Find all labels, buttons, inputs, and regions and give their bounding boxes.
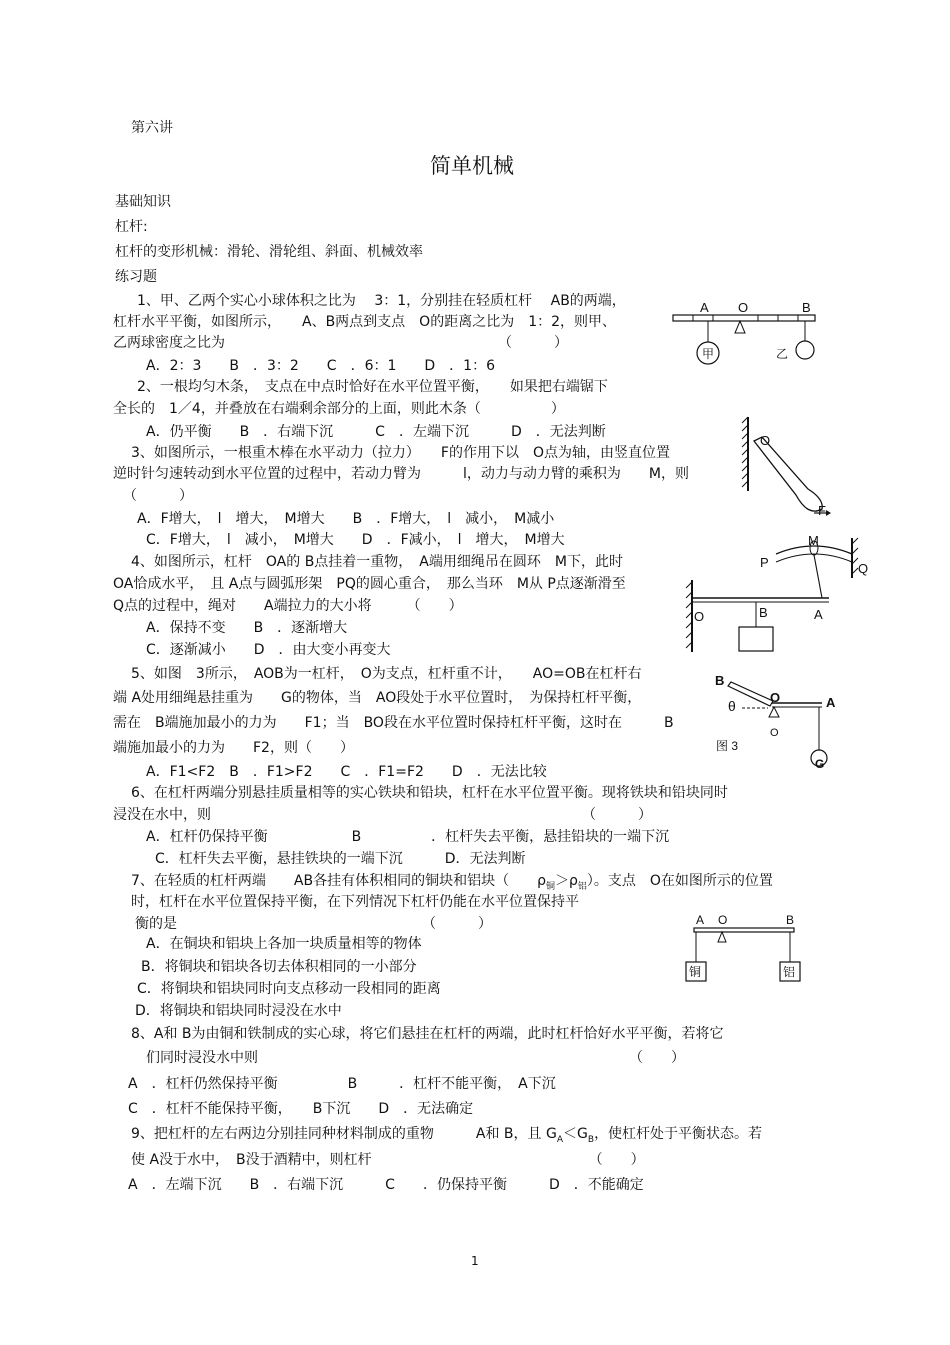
q1-line2: 杠杆水平平衡，如图所示， A、B两点到支点 O的距离之比为 1：2，则甲、 [113, 314, 617, 330]
q3-line1: 3、如图所示，一根重木棒在水平动力（拉力） F的作用下以 O点为轴，由竖直位置 [131, 445, 670, 461]
q6-line2: 浸没在水中，则 （ ） [113, 807, 652, 823]
q7-option-c: C．将铜块和铝块同时向支点移动一段相同的距离 [137, 981, 441, 997]
q9-options: A ．左端下沉 B ．右端下沉 C ．仍保持平衡 D ．不能确定 [128, 1177, 644, 1193]
svg-text:O: O [738, 300, 749, 315]
svg-text:B: B [759, 605, 768, 620]
q3-line3: （ ） [123, 488, 193, 504]
svg-text:A: A [696, 913, 705, 927]
q4-line1: 4、如图所示，杠杆 OA的 B点挂着一重物， A端用细绳吊在圆环 M下，此时 [131, 554, 623, 570]
svg-text:A: A [700, 300, 709, 315]
q8-line2: 们同时浸没水中则 （ ） [146, 1050, 685, 1066]
svg-text:B: B [786, 913, 795, 927]
svg-text:A: A [814, 607, 823, 622]
q9-line1: 9、把杠杆的左右两边分别挂同种材料制成的重物 A和 B，且 $G_A<G_B$，使杠杆处于平衡状态。若 [131, 1126, 763, 1145]
q3-line2: 逆时针匀速转动到水平位置的过程中，若动力臂为 l，动力与动力臂的乘积为 M，则 [113, 466, 689, 482]
q8-line1: 8、A和 B为由铜和铁制成的实心球，将它们悬挂在杠杆的两端，此时杠杆恰好水平平衡，若将它 [131, 1026, 724, 1042]
q8-option-cd: C ．杠杆不能保持平衡， B下沉 D ．无法确定 [128, 1101, 474, 1117]
q7-option-b: B．将铜块和铝块各切去体积相同的一小部分 [141, 959, 417, 975]
page-number: 1 [471, 1254, 479, 1268]
svg-text:O: O [718, 913, 728, 927]
q7-option-a: A．在铜块和铝块上各加一块质量相等的物体 [146, 936, 422, 952]
svg-text:甲: 甲 [702, 347, 715, 361]
q1-lever-figure [668, 298, 828, 370]
q6-option-ab: A．杠杆仍保持平衡 B ．杠杆失去平衡，悬挂铅块的一端下沉 [146, 829, 670, 845]
q4-arc-figure [684, 532, 874, 662]
q2-line2: 全长的 1／4，并叠放在右端剩余部分的上面，则此木条（ ） [113, 401, 565, 417]
svg-text:A: A [826, 695, 836, 710]
svg-text:B: B [802, 300, 811, 315]
q4-option-cd: C．逐渐减小 D ．由大变小再变大 [146, 642, 391, 658]
q1-options: A．2：3 B ．3：2 C ．6：1 D ．1：6 [146, 358, 495, 374]
q4-line2: OA恰成水平， 且 A点与圆弧形架 PQ的圆心重合， 那么当环 M从 P点逐渐滑至 [113, 576, 626, 592]
lecture-label: 第六讲 [131, 120, 173, 136]
q4-line3: Q点的过程中，绳对 A端拉力的大小将 （ ） [113, 598, 463, 614]
q4-option-ab: A．保持不变 B ．逐渐增大 [146, 620, 348, 636]
svg-text:铜: 铜 [689, 965, 702, 979]
svg-text:B: B [715, 673, 725, 688]
section-exercises: 练习题 [115, 269, 157, 285]
q5-lever-figure [712, 668, 862, 774]
section-variants: 杠杆的变形机械：滑轮、滑轮组、斜面、机械效率 [115, 244, 423, 260]
q9-line2: 使 A没于水中， B没于酒精中，则杠杆 （ ） [131, 1152, 645, 1168]
q5-line2: 端 A处用细绳悬挂重为 G的物体，当 AO段处于水平位置时， 为保持杠杆平衡， [113, 690, 642, 706]
q5-line1: 5、如图 3所示， AOB为一杠杆， O为支点，杠杆重不计， AO=OB在杠杆右 [131, 666, 642, 682]
page-title: 简单机械 [430, 154, 514, 178]
svg-text:铝: 铝 [783, 965, 796, 979]
q2-options: A．仍平衡 B ．右端下沉 C ．左端下沉 D ．无法判断 [146, 424, 606, 440]
q3-rod-figure [738, 415, 838, 525]
q6-line1: 6、在杠杆两端分别悬挂质量相等的实心铁块和铅块，杠杆在水平位置平衡。现将铁块和铅块同时 [131, 785, 728, 801]
q5-options: A．F1<F2 B ．F1>F2 C ．F1=F2 D ．无法比较 [146, 764, 547, 780]
q7-option-d: D．将铜块和铝块同时浸没在水中 [135, 1003, 342, 1019]
svg-text:G: G [815, 757, 825, 771]
q5-line4: 端施加最小的力为 F2，则（ ） [113, 740, 354, 756]
q8-option-ab: A ．杠杆仍然保持平衡 B ．杠杆不能平衡， A下沉 [128, 1076, 556, 1092]
svg-text:图 3: 图 3 [716, 739, 739, 753]
svg-text:O: O [694, 609, 705, 624]
q6-option-cd: C．杠杆失去平衡，悬挂铁块的一端下沉 D．无法判断 [155, 851, 526, 867]
svg-text:M: M [808, 533, 819, 548]
svg-text:θ: θ [728, 698, 736, 714]
q1-line3: 乙两球密度之比为 （ ） [113, 335, 568, 351]
q1-line1: 1、甲、乙两个实心小球体积之比为 3：1，分别挂在轻质杠杆 AB的两端， [137, 293, 626, 309]
q5-line3: 需在 B端施加最小的力为 F1；当 BO段在水平位置时保持杠杆平衡，这时在 B [113, 715, 674, 731]
q7-lever-figure [682, 910, 812, 986]
svg-text:P: P [760, 555, 769, 570]
svg-text:乙: 乙 [776, 347, 789, 361]
svg-text:O: O [770, 690, 781, 705]
q2-line1: 2、一根均匀木条， 支点在中点时恰好在水平位置平衡， 如果把右端锯下 [137, 379, 608, 395]
svg-text:F: F [818, 503, 826, 518]
q7-line2: 时，杠杆在水平位置保持平衡，在下列情况下杠杆仍能在水平位置保持平 [131, 894, 579, 910]
q7-line3: 衡的是 （ ） [135, 916, 492, 932]
q3-option-ab: A．F增大， l 增大， M增大 B ．F增大， l 减小， M减小 [137, 511, 555, 527]
svg-text:O: O [760, 433, 771, 448]
svg-text:Q: Q [858, 561, 869, 576]
q7-line1: 7、在轻质的杠杆两端 AB各挂有体积相同的铜块和铝块（ $\rho_铜>\rho_铝$）。支点 O在如图所示的位置 [131, 873, 773, 892]
section-lever: 杠杆: [115, 219, 148, 235]
ball-yi [796, 341, 814, 359]
svg-text:O: O [770, 727, 779, 739]
section-basics: 基础知识 [115, 194, 171, 210]
q3-option-cd: C．F增大， l 减小， M增大 D ．F减小， l 增大， M增大 [146, 532, 565, 548]
